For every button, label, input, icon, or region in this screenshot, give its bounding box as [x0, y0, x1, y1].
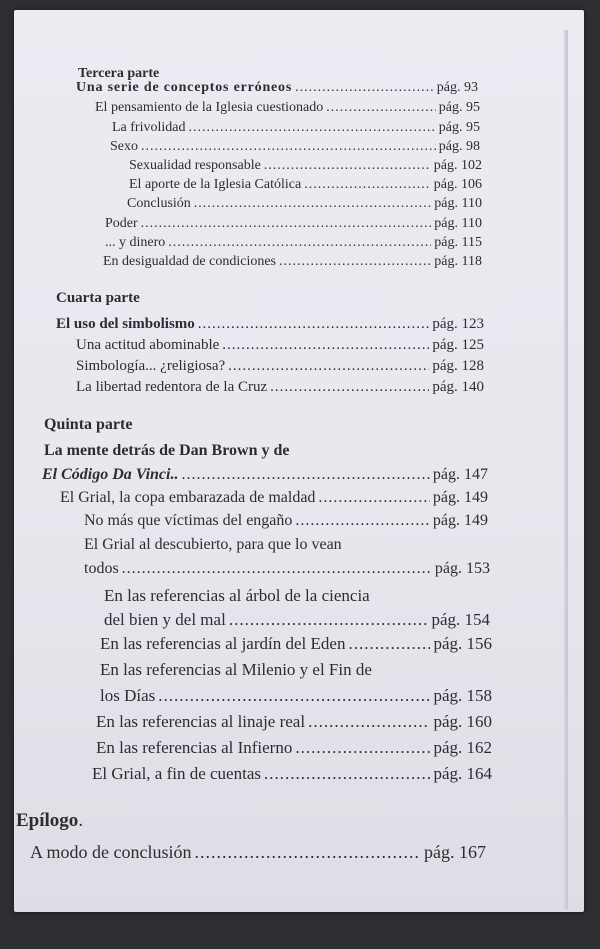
toc-entry-title: del bien y del mal: [104, 610, 226, 629]
toc-entry: [84, 512, 488, 536]
toc-leader: [228, 358, 429, 375]
toc-page-ref: pág. 164: [433, 764, 492, 783]
toc-entry-title: En las referencias al Infierno: [96, 738, 293, 757]
toc-leader: [279, 254, 431, 270]
toc-entry-title: En las referencias al jardín del Eden: [100, 634, 346, 653]
toc-entry: [84, 560, 490, 584]
toc-entry: [42, 466, 488, 490]
toc-entry: [60, 489, 488, 513]
epilogue-heading: [16, 810, 83, 832]
toc-page-ref: pág. 95: [438, 120, 480, 135]
toc-leader: [326, 100, 436, 116]
toc-page-ref: pág. 128: [432, 358, 484, 374]
toc-leader: [264, 764, 430, 784]
toc-page-ref: pág. 158: [433, 686, 492, 705]
toc-entry: [96, 712, 492, 736]
toc-entry: [100, 686, 492, 710]
toc-entry-title: No más que víctimas del engaño: [84, 512, 293, 529]
toc-page-ref: pág. 153: [434, 560, 490, 577]
epilogue-label-suffix: .: [78, 810, 84, 831]
toc-leader: [194, 196, 432, 212]
toc-leader: [295, 512, 430, 530]
toc-leader: [304, 177, 431, 193]
toc-leader: [168, 235, 431, 251]
quinta-main-title-line1: La mente detrás de Dan Brown y de: [44, 442, 290, 459]
toc-entry-title: ... y dinero: [105, 235, 166, 250]
toc-leader: [295, 80, 434, 96]
toc-entry-title: Una actitud abominable: [76, 337, 220, 353]
toc-leader: [181, 466, 429, 484]
toc-page-ref: pág. 162: [433, 738, 492, 757]
toc-page-ref: pág. 106: [433, 177, 482, 192]
part-heading-quinta: Quinta parte: [44, 416, 133, 433]
toc-entry-title: los Días: [100, 686, 156, 705]
toc-page-ref: pág. 102: [433, 158, 482, 173]
toc-page-ref: pág. 123: [432, 316, 484, 332]
toc-entry-title: El pensamiento de la Iglesia cuestionado: [95, 100, 324, 115]
toc-page-ref: pág. 154: [431, 610, 490, 629]
toc-page-ref: pág. 98: [438, 139, 480, 154]
toc-entry-title: El uso del simbolismo: [56, 316, 195, 332]
toc-leader: [222, 337, 429, 354]
toc-leader: [264, 158, 431, 174]
toc-page-ref: pág. 115: [434, 235, 482, 250]
toc-entry-title: El aporte de la Iglesia Católica: [129, 177, 302, 192]
toc-page-ref: pág. 147: [432, 466, 488, 483]
toc-page-ref: pág. 149: [432, 489, 488, 506]
toc-leader: [158, 686, 430, 706]
toc-entry-title: El Código Da Vinci..: [42, 466, 179, 483]
toc-page-ref: pág. 149: [432, 512, 488, 529]
toc-page-ref: pág. 125: [432, 337, 484, 353]
toc-page-ref: pág. 156: [433, 634, 492, 653]
toc-entry: [76, 379, 484, 403]
toc-entry: [30, 842, 486, 870]
toc-entry-title: Conclusión: [127, 196, 191, 211]
toc-page-ref: pág. 110: [434, 216, 482, 231]
toc-page-ref: pág. 95: [438, 100, 480, 115]
toc-page-ref: pág. 160: [433, 712, 492, 731]
toc-leader: [122, 560, 432, 578]
toc-entry-title-line1: En las referencias al Milenio y el Fin de: [100, 660, 372, 679]
toc-entry-title: A modo de conclusión: [30, 842, 192, 862]
part-heading-cuarta: Cuarta parte: [56, 290, 140, 306]
toc-entry: [104, 610, 490, 634]
toc-page-ref: pág. 140: [432, 379, 484, 395]
toc-entry-title: Sexo: [110, 139, 138, 154]
toc-entry: [92, 764, 492, 788]
toc-entry-title: Una serie de conceptos erróneos: [76, 80, 293, 95]
toc-entry-title: La frivolidad: [112, 120, 186, 135]
toc-entry: [103, 254, 482, 278]
toc-entry: [100, 634, 492, 658]
toc-leader: [141, 216, 432, 232]
toc-leader: [308, 712, 430, 732]
toc-leader: [270, 379, 429, 396]
toc-leader: [295, 738, 430, 758]
toc-page-ref: pág. 110: [434, 196, 482, 211]
toc-leader: [318, 489, 429, 507]
toc-entry-title: La libertad redentora de la Cruz: [76, 379, 268, 395]
toc-leader: [229, 610, 429, 630]
toc-page-ref: pág. 118: [434, 254, 482, 269]
toc-entry-title-line1: El Grial al descubierto, para que lo vean: [84, 536, 342, 553]
page-edge: [564, 30, 568, 910]
toc-entry-title: En desigualdad de condiciones: [103, 254, 277, 269]
toc-entry-title: El Grial, a fin de cuentas: [92, 764, 261, 783]
toc-leader: [198, 316, 430, 333]
toc-entry-title: Poder: [105, 216, 138, 231]
toc-page-ref: pág. 93: [436, 80, 478, 95]
toc-entry-title: Sexualidad responsable: [129, 158, 261, 173]
toc-entry-title: El Grial, la copa embarazada de maldad: [60, 489, 316, 506]
toc-entry: [96, 738, 492, 762]
toc-leader: [188, 120, 435, 136]
book-page: [14, 10, 584, 912]
epilogue-label: Epílogo: [16, 810, 79, 831]
toc-leader: [141, 139, 436, 155]
toc-leader: [348, 634, 430, 654]
toc-leader: [194, 842, 421, 863]
toc-entry-title: Simbología... ¿religiosa?: [76, 358, 226, 374]
toc-entry-title: En las referencias al linaje real: [96, 712, 306, 731]
toc-entry-title: todos: [84, 560, 119, 577]
part-heading-tercera: Tercera parte: [78, 66, 160, 81]
toc-entry-title-line1: En las referencias al árbol de la ciencia: [104, 586, 370, 605]
toc-page-ref: pág. 167: [424, 842, 486, 862]
